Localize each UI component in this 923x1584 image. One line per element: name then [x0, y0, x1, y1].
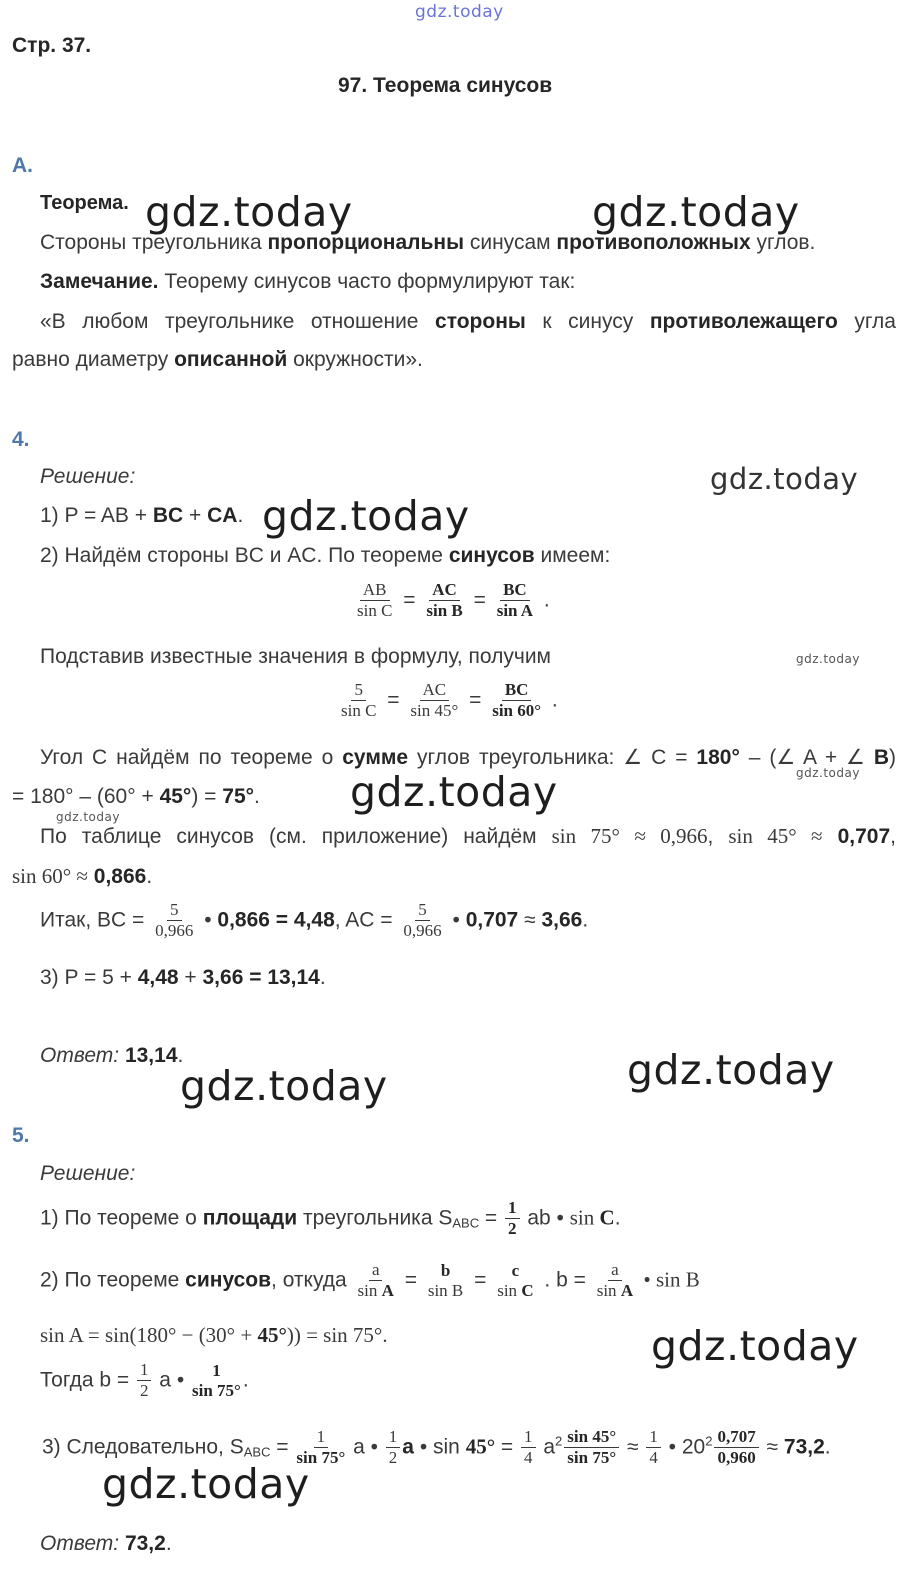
sine-table-line-2: sin 60° ≈ 0,866.: [12, 864, 153, 888]
watermark: gdz.today: [262, 492, 470, 540]
quote-line-2: равно диаметру описанной окружности».: [12, 348, 423, 371]
step-2-sides: 2) Найдём стороны BC и AC. По теореме синусов имеем:: [40, 544, 611, 567]
section-a-label: A.: [12, 154, 33, 177]
law-of-sines-step: 2) По теореме синусов, откуда $\frac{a}{\text{sin A}}$ = b sin B = c sin C . b = $\frac{a}{\text{sin A}}$ • sin B: [40, 1260, 700, 1301]
watermark: gdz.today: [651, 1322, 859, 1370]
area-formula-step: 1) По теореме о площади треугольника $S_{ABC}$ = $\frac{1}{2}$ ab • sin C.: [40, 1198, 621, 1239]
angle-c-line-2: = 180° – (60° + 45°) = 75°.: [12, 785, 260, 808]
page-title: 97. Теорема синусов: [338, 74, 553, 97]
answer-4: Ответ: 13,14.: [40, 1044, 184, 1067]
section-5-label: 5.: [12, 1124, 30, 1147]
watermark: gdz.today: [102, 1460, 310, 1508]
watermark: gdz.today: [145, 188, 353, 236]
step-1-perimeter: 1) P = AB + BC + CA.: [40, 504, 244, 527]
watermark: gdz.today: [796, 766, 860, 780]
solution-label-4: Решение:: [40, 465, 136, 488]
watermark: gdz.today: [350, 768, 558, 816]
substituted-formula: $\frac{5}{\text{sin C}}$ = $\frac{AC}{\sin 45^\circ}$ = $\frac{BC}{\sin 60^\circ}$ .: [341, 680, 558, 721]
watermark: gdz.today: [627, 1046, 835, 1094]
substitute-text: Подставив известные значения в формулу, получим: [40, 645, 551, 668]
watermark: gdz.today: [180, 1062, 388, 1110]
section-4-label: 4.: [12, 428, 30, 451]
top-watermark: gdz.today: [415, 2, 504, 22]
theorem-label: Теорема.: [40, 192, 129, 214]
page-reference: Стр. 37.: [12, 34, 92, 57]
sides-result: Итак, BC = $\frac{5}{0,966}$ • 0,866 = 4,48, AC = $\frac{5}{0,966}$ • 0,707 ≈ 3,66.: [40, 900, 589, 941]
step-3-perimeter: 3) P = 5 + 4,48 + 3,66 = 13,14.: [40, 966, 326, 989]
solution-label-5: Решение:: [40, 1162, 136, 1185]
area-result: 3) Следовательно, $S_{ABC}$ = $\frac{1}{\sin 75^\circ}$ a • $\frac{1}{2}$ a • sin 45° = $\frac{1}{4}$ $a^2$ $\frac{\sin 45^\circ}{\sin 75^\circ}$ ≈ $\frac{1}{4}$ • $20^2$ $\frac{0,707}{0,960}$ ≈ 73,2.: [42, 1427, 831, 1468]
law-of-sines-formula: $\frac{AB}{\text{sin C}}$ = $\frac{AC}{\text{sin B}}$ = $\frac{BC}{\text{sin A}}$ .: [357, 580, 550, 621]
watermark: gdz.today: [796, 652, 860, 666]
theorem-text: Стороны треугольника пропорциональны синусам противоположных углов.: [40, 231, 816, 254]
remark-text: Замечание. Теорему синусов часто формулируют так:: [40, 270, 576, 293]
watermark: gdz.today: [710, 462, 859, 496]
sin-a-calculation: sin A = sin(180° − (30° + 45°)) = sin 75°.: [40, 1323, 388, 1347]
quote-line-1: «В любом треугольнике отношение стороны к синусу противолежащего угла: [40, 310, 896, 333]
watermark: gdz.today: [592, 188, 800, 236]
watermark: gdz.today: [56, 810, 120, 824]
b-expression: Тогда b = $\frac{1}{2}$ a • 1 sin 75° .: [40, 1360, 249, 1401]
sine-table-line-1: По таблице синусов (см. приложение) найдём sin 75° ≈ 0,966, sin 45° ≈ 0,707,: [40, 824, 896, 848]
angle-c-line-1: Угол C найдём по теореме о сумме углов треугольника: ∠ C = 180° – (∠ A + ∠ B): [40, 746, 896, 769]
answer-5: Ответ: 73,2.: [40, 1532, 172, 1555]
